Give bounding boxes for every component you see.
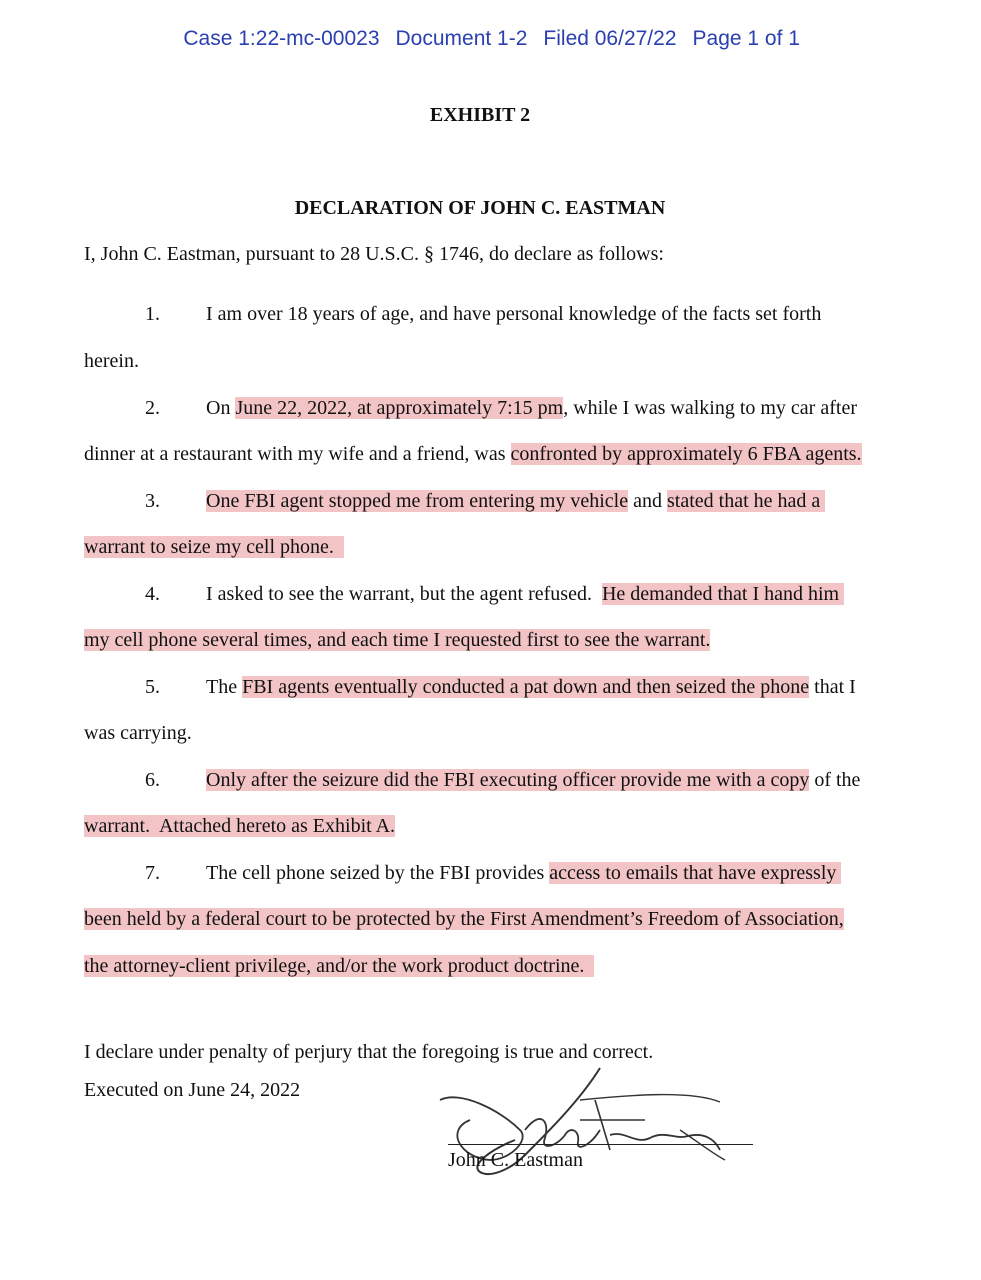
- paragraph-number: 4.: [145, 583, 160, 605]
- paragraph-number: 7.: [145, 862, 160, 884]
- paragraph-line: [206, 861, 841, 885]
- highlighted-text: the attorney-client privilege, and/or the work product doctrine.: [84, 955, 595, 977]
- paragraph-line: was carrying.: [84, 722, 192, 744]
- case-number: Case 1:22-mc-00023: [183, 27, 380, 50]
- paragraph-line: [84, 814, 395, 838]
- filing-header: [0, 0, 960, 78]
- execution-date: Executed on June 24, 2022: [84, 1079, 301, 1101]
- highlighted-text: June 22, 2022, at approximately 7:15 pm: [235, 397, 564, 419]
- paragraph-number: 6.: [145, 769, 160, 791]
- paragraph-line: [84, 907, 844, 931]
- text-run: On: [206, 397, 236, 419]
- paragraph-number: 1.: [145, 303, 160, 325]
- paragraph-number: 5.: [145, 676, 160, 698]
- filed-date: Filed 06/27/22: [543, 27, 677, 50]
- highlighted-text: He demanded that I hand him: [601, 583, 845, 605]
- paragraph-line: [84, 954, 594, 978]
- text-run: that I: [809, 676, 856, 698]
- declaration-title: DECLARATION OF JOHN C. EASTMAN: [294, 197, 666, 219]
- closing-statement: I declare under penalty of perjury that the foregoing is true and correct.: [84, 1041, 654, 1063]
- highlighted-text: access to emails that have expressly: [549, 862, 842, 884]
- paragraph-line: [206, 768, 860, 792]
- signature-line: [448, 1144, 753, 1145]
- paragraph-line: [84, 442, 862, 466]
- paragraph-number: 2.: [145, 397, 160, 419]
- paragraph-number: 3.: [145, 490, 160, 512]
- paragraph-line: herein.: [84, 350, 139, 372]
- highlighted-text: stated that he had a: [667, 490, 826, 512]
- text-run: of the: [809, 769, 861, 791]
- highlighted-text: warrant to seize my cell phone.: [84, 536, 344, 558]
- document-number: Document 1-2: [395, 27, 528, 50]
- text-run: I asked to see the warrant, but the agent refused.: [206, 583, 602, 605]
- text-run: and: [628, 490, 667, 512]
- paragraph-line: [206, 582, 844, 606]
- text-run: The cell phone seized by the FBI provides: [206, 862, 550, 884]
- paragraph-line: [206, 675, 856, 699]
- paragraph-line: [206, 396, 857, 420]
- exhibit-title: EXHIBIT 2: [429, 104, 531, 126]
- text-run: , while I was walking to my car after: [563, 397, 857, 419]
- paragraph-line: [84, 535, 344, 559]
- highlighted-text: FBI agents eventually conducted a pat down and then seized the phone: [242, 676, 810, 698]
- signer-name: John C. Eastman: [448, 1149, 583, 1171]
- page-indicator: Page 1 of 1: [692, 27, 800, 50]
- highlighted-text: been held by a federal court to be protected by the First Amendment’s Freedom of Association,: [84, 908, 844, 930]
- highlighted-text: One FBI agent stopped me from entering my vehicle: [206, 490, 629, 512]
- text-run: The: [206, 676, 243, 698]
- paragraph-line: [84, 628, 710, 652]
- highlighted-text: confronted by approximately 6 FBA agents.: [510, 443, 862, 465]
- paragraph-line: [206, 489, 825, 513]
- highlighted-text: my cell phone several times, and each time I requested first to see the warrant.: [84, 629, 711, 651]
- paragraph-line: I am over 18 years of age, and have personal knowledge of the facts set forth: [206, 303, 822, 325]
- intro-line: I, John C. Eastman, pursuant to 28 U.S.C. § 1746, do declare as follows:: [84, 243, 664, 265]
- highlighted-text: warrant. Attached hereto as Exhibit A.: [84, 815, 396, 837]
- highlighted-text: Only after the seizure did the FBI executing officer provide me with a copy: [206, 769, 810, 791]
- text-run: dinner at a restaurant with my wife and a friend, was: [84, 443, 511, 465]
